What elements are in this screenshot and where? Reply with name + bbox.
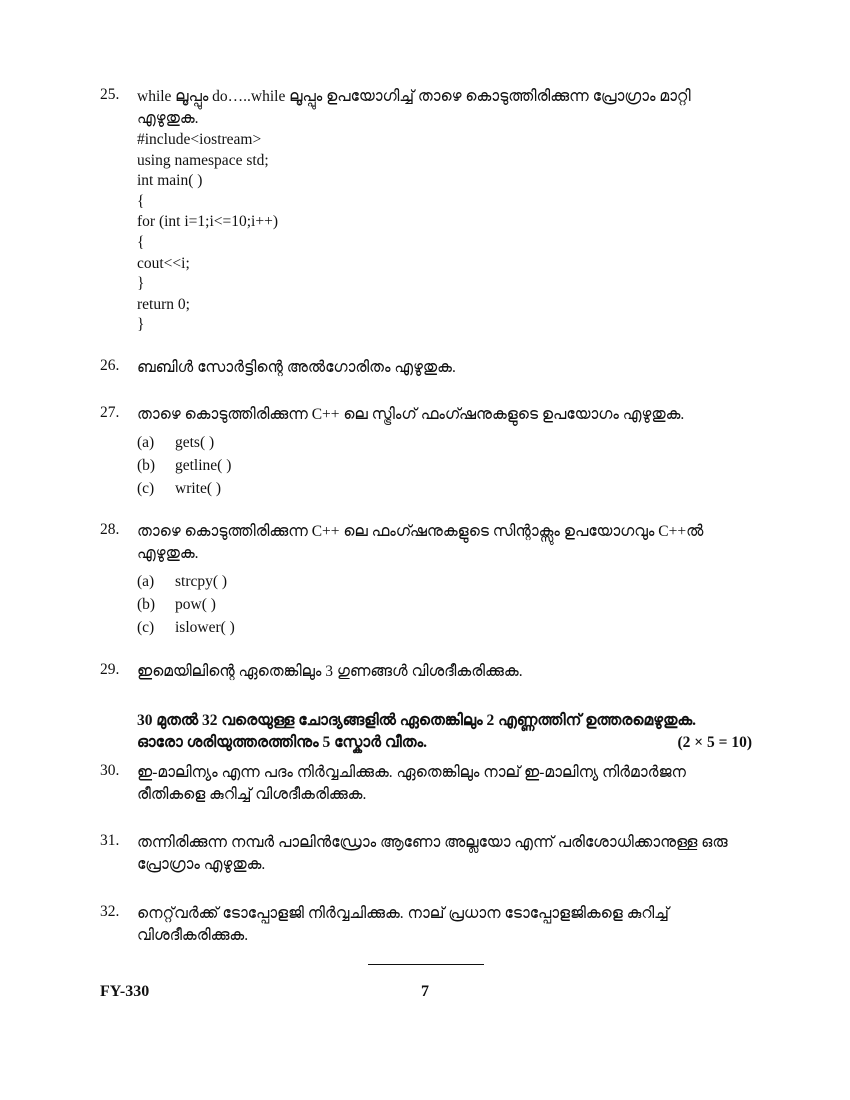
section-marks: (2 × 5 = 10) [677, 734, 752, 751]
question-number: 31. [100, 832, 120, 849]
question-28 [100, 521, 730, 639]
option-item [137, 454, 730, 477]
option-value: write( ) [175, 480, 222, 497]
question-text: while ലൂപ്പും do…..while ലൂപ്പും ഉപയോഗിച്ച് താഴെ കൊടുത്തിരിക്കുന്ന പ്രോഗ്രാം മാറ്റി എഴുതുക. [137, 88, 691, 127]
section-instruction-line: 30 മുതൽ 32 വരെയുള്ള ചോദ്യങ്ങളിൽ ഏതെങ്കിലും 2 എണ്ണത്തിന് ഉത്തരമെഴുതുക. [137, 712, 697, 729]
option-value: pow( ) [175, 596, 216, 613]
page-number: 7 [421, 983, 429, 1000]
code-line: } [137, 275, 145, 293]
question-27 [100, 404, 730, 500]
question-30 [100, 762, 730, 806]
option-label: (a) [137, 434, 155, 451]
question-text: ഇ-മാലിന്യം എന്ന പദം നിർവ്വചിക്കുക. ഏതെങ്കിലും നാല് ഇ-മാലിന്യ നിർമാർജന രീതികളെ കുറിച്ച് വിശദീകരിക്കുക. [137, 764, 686, 803]
option-label: (b) [137, 596, 156, 613]
question-number: 26. [100, 357, 120, 374]
option-value: strcpy( ) [175, 573, 228, 590]
option-value: getline( ) [175, 457, 232, 474]
code-line: int main( ) [137, 172, 203, 190]
code-line: using namespace std; [137, 151, 269, 169]
option-label: (b) [137, 457, 156, 474]
question-number: 28. [100, 521, 120, 538]
option-list [137, 570, 730, 639]
code-block [137, 130, 730, 336]
question-number: 25. [100, 86, 120, 103]
section-instructions [137, 710, 752, 754]
code-line: } [137, 316, 145, 334]
question-number: 27. [100, 404, 120, 421]
code-line: return 0; [137, 295, 190, 313]
question-32 [100, 903, 730, 947]
option-list [137, 431, 730, 500]
option-value: gets( ) [175, 434, 215, 451]
option-item [137, 593, 730, 616]
option-item [137, 431, 730, 454]
option-label: (c) [137, 619, 155, 636]
code-line: for (int i=1;i<=10;i++) [137, 213, 278, 231]
code-line: { [137, 233, 145, 251]
question-text: തന്നിരിക്കുന്ന നമ്പർ പാലിൻഡ്രോം ആണോ അല്ലയോ എന്ന് പരിശോധിക്കാനുള്ള ഒരു പ്രോഗ്രാം എഴുതുക. [137, 834, 728, 873]
question-number: 29. [100, 661, 120, 678]
option-value: islower( ) [175, 619, 235, 636]
code-line: #include<iostream> [137, 131, 262, 148]
option-item [137, 477, 730, 500]
end-rule-divider [368, 964, 484, 965]
code-line: cout<<i; [137, 254, 190, 272]
option-label: (c) [137, 480, 155, 497]
option-item [137, 616, 730, 639]
question-25 [100, 86, 730, 336]
question-text: ബബിൾ സോർട്ടിന്റെ അൽഗോരിതം എഴുതുക. [137, 359, 456, 376]
question-number: 30. [100, 762, 120, 779]
question-text: നെറ്റ്‌വർക്ക് ടോപ്പോളജി നിർവ്വചിക്കുക. നാല് പ്രധാന ടോപ്പോളജികളെ കുറിച്ച് വിശദീകരിക്കുക. [137, 905, 669, 944]
question-number: 32. [100, 903, 120, 920]
option-label: (a) [137, 573, 155, 590]
paper-code: FY-330 [100, 983, 150, 1000]
section-instruction-line: ഓരോ ശരിയുത്തരത്തിനും 5 സ്കോർ വീതം. [137, 734, 427, 751]
section-score-row [137, 732, 752, 754]
question-text: താഴെ കൊടുത്തിരിക്കുന്ന C++ ലെ ഫംഗ്ഷനുകളുടെ സിന്റാക്സും ഉപയോഗവും C++ൽ എഴുതുക. [137, 523, 704, 562]
option-item [137, 570, 730, 593]
question-text: ഇമെയിലിന്റെ ഏതെങ്കിലും 3 ഗുണങ്ങൾ വിശദീകരിക്കുക. [137, 663, 523, 680]
question-26 [100, 357, 730, 379]
question-text: താഴെ കൊടുത്തിരിക്കുന്ന C++ ലെ സ്ട്രിംഗ് ഫംഗ്ഷനുകളുടെ ഉപയോഗം എഴുതുക. [137, 406, 685, 423]
question-31 [100, 832, 730, 876]
code-line: { [137, 192, 145, 210]
question-29 [100, 661, 730, 683]
